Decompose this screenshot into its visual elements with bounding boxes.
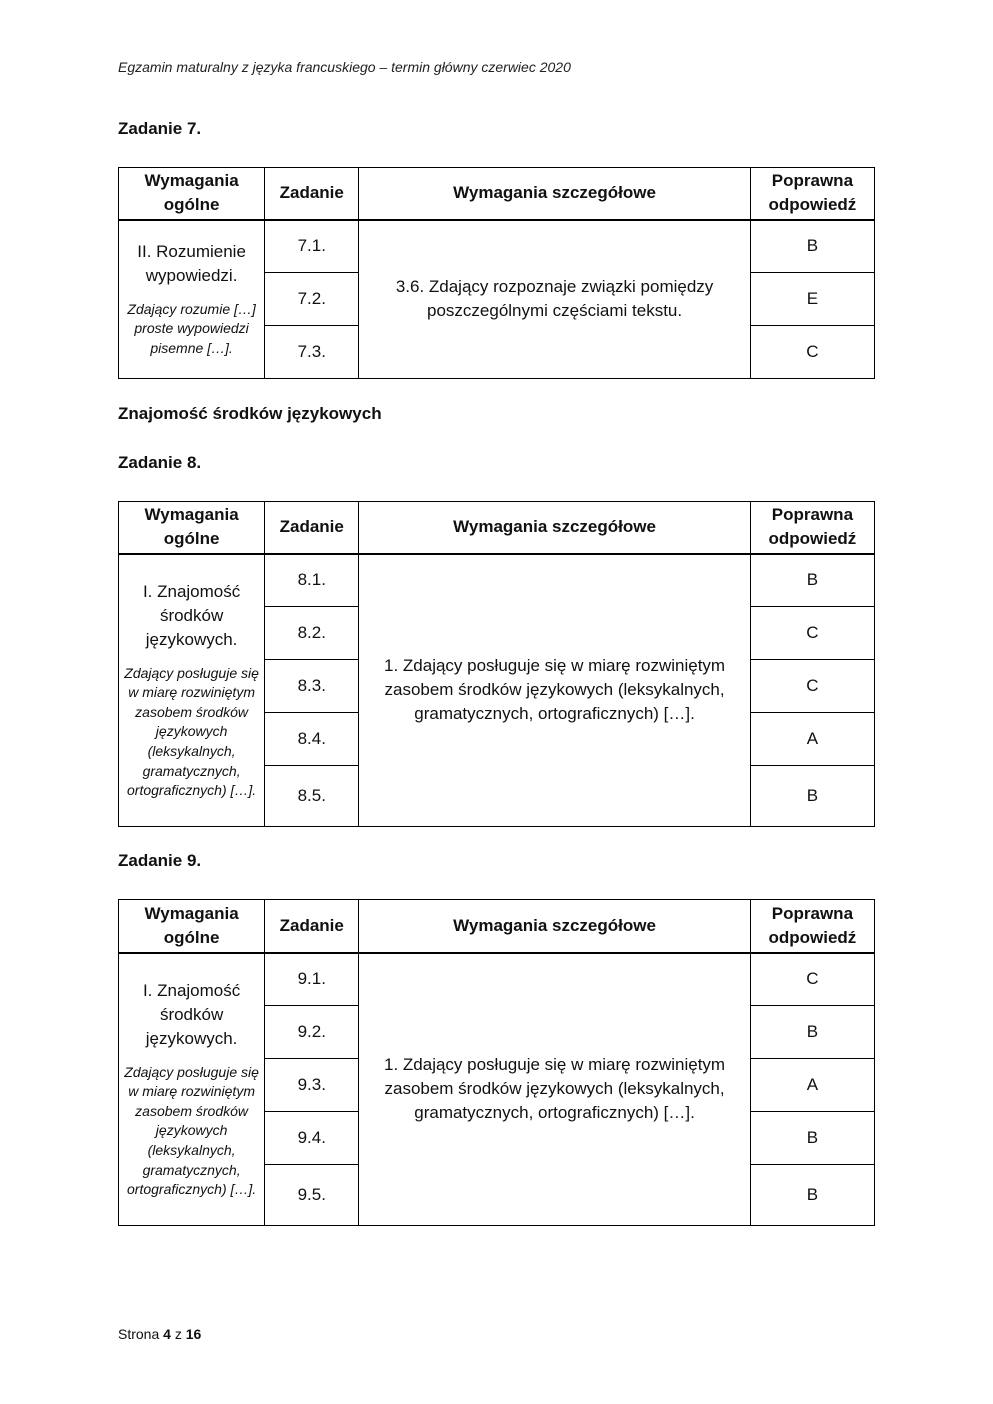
header-general: Wymagania ogólne [119, 168, 265, 220]
task-number: 7.2. [265, 273, 359, 326]
task9-table [118, 899, 875, 1226]
table-header-row [119, 502, 875, 554]
general-requirement-cell [119, 220, 265, 379]
task-number: 8.4. [265, 713, 359, 766]
task-number: 7.3. [265, 326, 359, 379]
table-header-row [119, 168, 875, 220]
correct-answer: B [750, 220, 874, 273]
header-task: Zadanie [265, 900, 359, 953]
header-answer: Poprawna odpowiedź [750, 900, 874, 953]
table-header-row [119, 900, 875, 953]
header-detail: Wymagania szczegółowe [359, 900, 751, 953]
task-number: 9.5. [265, 1165, 359, 1226]
detailed-requirement: 1. Zdający posługuje się w miarę rozwiniętym zasobem środków językowych (leksykalnych, gramatycznych, ortograficznych) […]. [359, 953, 751, 1226]
task8-heading: Zadanie 8. [118, 453, 202, 472]
general-requirement: II. Rozumienie wypowiedzi. [137, 241, 246, 285]
correct-answer: E [750, 273, 874, 326]
task-number: 9.3. [265, 1059, 359, 1112]
task-number: 9.1. [265, 953, 359, 1006]
table-row [119, 220, 875, 273]
task-number: 9.2. [265, 1006, 359, 1059]
general-requirement-cell [119, 953, 265, 1226]
header-general: Wymagania ogólne [119, 900, 265, 953]
detailed-requirement: 3.6. Zdający rozpoznaje związki pomiędzy poszczególnymi częściami tekstu. [359, 220, 751, 379]
correct-answer: B [750, 766, 874, 827]
footer-label: Strona [118, 1326, 160, 1342]
task-number: 8.1. [265, 554, 359, 607]
table-row [119, 953, 875, 1006]
general-requirement-cell [119, 554, 265, 827]
table-row [119, 554, 875, 607]
section-heading: Znajomość środków językowych [118, 404, 382, 423]
header-answer: Poprawna odpowiedź [750, 168, 874, 220]
correct-answer: B [750, 1006, 874, 1059]
correct-answer: A [750, 713, 874, 766]
header-answer: Poprawna odpowiedź [750, 502, 874, 554]
general-requirement-note: Zdający posługuje się w miarę rozwiniętym zasobem środków językowych (leksykalnych, gramatycznych, ortograficznych) […]. [124, 1063, 259, 1198]
correct-answer: C [750, 607, 874, 660]
header-detail: Wymagania szczegółowe [359, 168, 751, 220]
correct-answer: A [750, 1059, 874, 1112]
current-page-number: 4 [163, 1326, 171, 1342]
general-requirement-note: Zdający posługuje się w miarę rozwiniętym zasobem środków językowych (leksykalnych, gramatycznych, ortograficznych) […]. [124, 664, 259, 799]
task8-table [118, 501, 875, 827]
task7-table [118, 167, 875, 379]
task-number: 7.1. [265, 220, 359, 273]
page-footer [118, 1326, 201, 1342]
correct-answer: B [750, 1165, 874, 1226]
task-number: 8.2. [265, 607, 359, 660]
header-detail: Wymagania szczegółowe [359, 502, 751, 554]
correct-answer: B [750, 1112, 874, 1165]
task7-heading: Zadanie 7. [118, 119, 202, 138]
general-requirement: I. Znajomość środków językowych. [142, 980, 241, 1048]
general-requirement: I. Znajomość środków językowych. [142, 581, 241, 649]
running-header: Egzamin maturalny z języka francuskiego – termin główny czerwiec 2020 [118, 59, 571, 75]
task-number: 8.3. [265, 660, 359, 713]
correct-answer: C [750, 660, 874, 713]
header-task: Zadanie [265, 502, 359, 554]
task-number: 8.5. [265, 766, 359, 827]
footer-separator: z [174, 1326, 182, 1342]
correct-answer: C [750, 326, 874, 379]
task-number: 9.4. [265, 1112, 359, 1165]
header-general: Wymagania ogólne [119, 502, 265, 554]
correct-answer: C [750, 953, 874, 1006]
detailed-requirement: 1. Zdający posługuje się w miarę rozwiniętym zasobem środków językowych (leksykalnych, gramatycznych, ortograficznych) […]. [359, 554, 751, 827]
total-pages: 16 [185, 1326, 202, 1342]
correct-answer: B [750, 554, 874, 607]
task9-heading: Zadanie 9. [118, 851, 202, 870]
header-task: Zadanie [265, 168, 359, 220]
general-requirement-note: Zdający rozumie […] proste wypowiedzi pisemne […]. [127, 300, 256, 357]
